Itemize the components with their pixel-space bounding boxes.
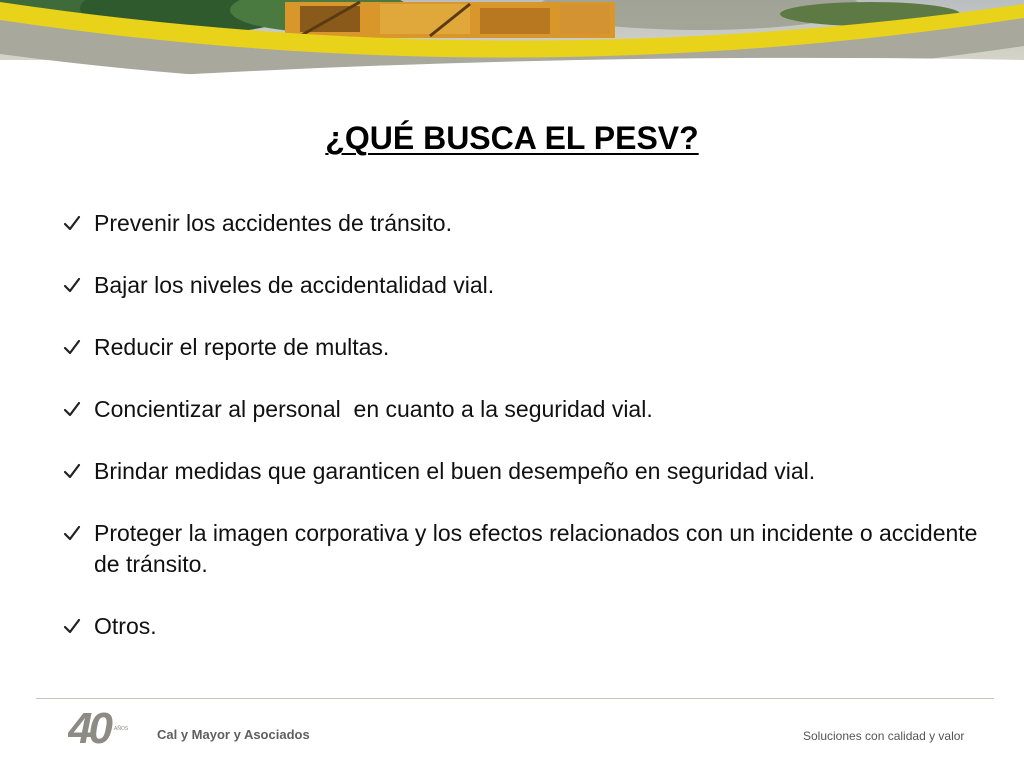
company-slogan: Soluciones con calidad y valor [803, 729, 965, 743]
list-item [62, 270, 992, 301]
footer-divider [36, 698, 994, 699]
check-icon [62, 523, 82, 543]
list-item [62, 394, 992, 425]
bullet-text: Concientizar al personal en cuanto a la seguridad vial. [94, 396, 653, 422]
company-name: Cal y Mayor y Asociados [157, 727, 310, 742]
bullet-text: Brindar medidas que garanticen el buen desempeño en seguridad vial. [94, 458, 816, 484]
bullet-text: Reducir el reporte de multas. [94, 334, 390, 360]
check-icon [62, 616, 82, 636]
check-icon [62, 213, 82, 233]
bullet-list [62, 208, 992, 642]
bullet-text: Otros. [94, 613, 157, 639]
company-logo [68, 705, 150, 747]
logo-years-text: AÑOS [114, 726, 129, 732]
bullet-text: Bajar los niveles de accidentalidad vial. [94, 272, 495, 298]
list-item [62, 332, 992, 363]
list-item [62, 518, 992, 580]
logo-number: 40 [68, 705, 109, 747]
check-icon [62, 399, 82, 419]
bullet-text: Prevenir los accidentes de tránsito. [94, 210, 452, 236]
check-icon [62, 275, 82, 295]
list-item [62, 456, 992, 487]
page-title: ¿QUÉ BUSCA EL PESV? [325, 120, 699, 156]
check-icon [62, 337, 82, 357]
bullet-text: Proteger la imagen corporativa y los efectos relacionados con un incidente o accidente de tránsito. [94, 520, 978, 577]
list-item [62, 208, 992, 239]
check-icon [62, 461, 82, 481]
header-banner [0, 0, 1024, 92]
list-item [62, 611, 992, 642]
